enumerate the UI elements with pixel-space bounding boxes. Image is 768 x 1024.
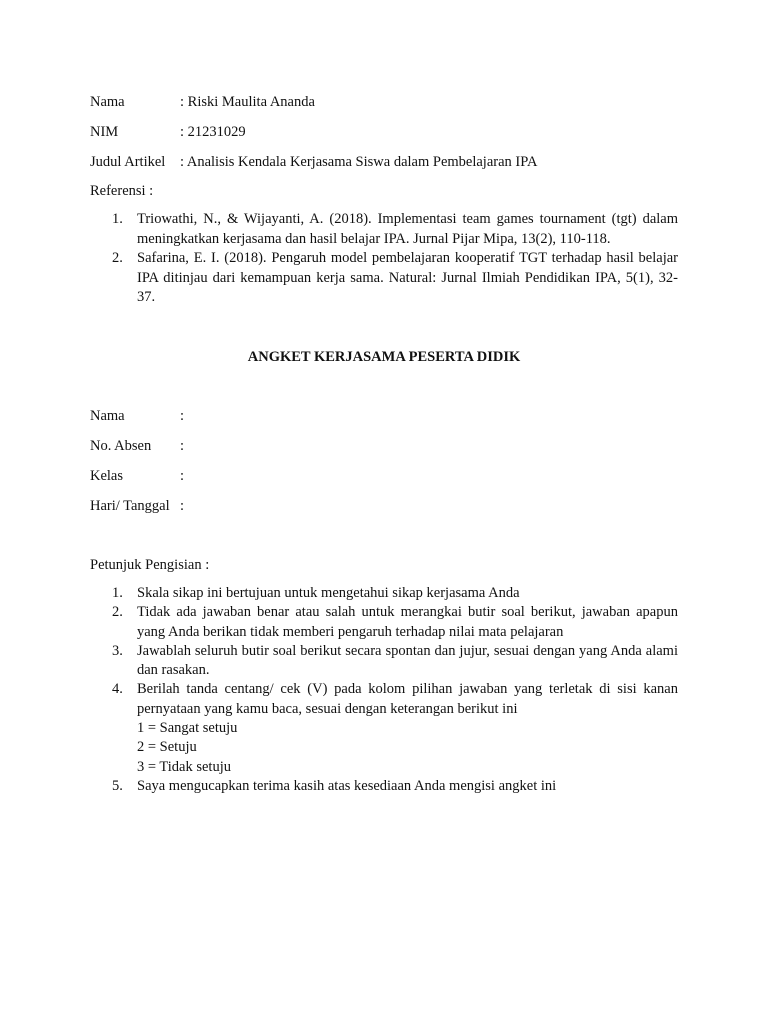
instruction-item <box>90 777 678 796</box>
header-nim-label: NIM <box>90 124 119 140</box>
referensi-label: Referensi : <box>90 183 154 199</box>
form-kelas-colon: : <box>180 468 185 484</box>
reference-number: 1. <box>112 211 123 227</box>
scale-option: 1 = Sangat setuju <box>137 720 238 737</box>
scale-option: 2 = Setuju <box>137 739 197 756</box>
reference-text: Safarina, E. I. (2018). Pengaruh model pembelajaran kooperatif TGT terhadap hasil belajar IPA ditinjau dari kemampuan kerja sama. Natural: Jurnal Ilmiah Pendidikan IPA, 5(1), 32-37. <box>137 250 678 305</box>
instructions-heading: Petunjuk Pengisian : <box>90 557 210 573</box>
instruction-number: 5. <box>112 777 123 794</box>
instruction-number: 2. <box>112 604 123 621</box>
form-nama-label: Nama <box>90 408 125 424</box>
instruction-number: 3. <box>112 642 123 659</box>
reference-text: Triowathi, N., & Wijayanti, A. (2018). Implementasi team games tournament (tgt) dalam meningkatkan kerjasama dan hasil belajar IPA. Jurnal Pijar Mipa, 13(2), 110-118. <box>137 211 678 247</box>
form-nama-colon: : <box>180 408 185 424</box>
form-kelas-label: Kelas <box>90 468 124 484</box>
instruction-number: 1. <box>112 585 123 601</box>
header-nim-value: : 21231029 <box>180 124 246 140</box>
reference-item <box>90 249 678 308</box>
instruction-item <box>90 603 678 642</box>
instruction-list <box>90 584 678 796</box>
header-judul-label: Judul Artikel <box>90 154 166 170</box>
instruction-text: Berilah tanda centang/ cek (V) pada kolom pilihan jawaban yang terletak di sisi kanan pernyataan yang kamu baca, sesuai dengan keterangan berikut ini <box>137 681 678 717</box>
header-nama-label: Nama <box>90 94 125 110</box>
instruction-item <box>90 680 678 776</box>
reference-item <box>90 210 678 249</box>
form-tanggal-label: Hari/ Tanggal <box>90 498 170 514</box>
instruction-item <box>90 584 678 603</box>
document-title: ANGKET KERJASAMA PESERTA DIDIK <box>247 349 521 365</box>
instruction-text: Saya mengucapkan terima kasih atas kesediaan Anda mengisi angket ini <box>137 777 557 794</box>
header-nama-value: : Riski Maulita Ananda <box>180 94 315 110</box>
form-absen-colon: : <box>180 438 185 454</box>
instruction-number: 4. <box>112 681 123 698</box>
form-tanggal-colon: : <box>180 498 185 514</box>
reference-list <box>90 210 678 308</box>
instruction-item <box>90 642 678 681</box>
header-judul-value: : Analisis Kendala Kerjasama Siswa dalam Pembelajaran IPA <box>180 154 538 170</box>
instruction-text: Jawablah seluruh butir soal berikut secara spontan dan jujur, sesuai dengan yang Anda alami dan rasakan. <box>137 642 678 679</box>
scale-option: 3 = Tidak setuju <box>137 758 231 775</box>
reference-number: 2. <box>112 250 123 266</box>
form-absen-label: No. Absen <box>90 438 152 454</box>
instruction-text: Tidak ada jawaban benar atau salah untuk merangkai butir soal berikut, jawaban apapun yang Anda berikan tidak memberi pengaruh terhadap nilai mata pelajaran <box>137 604 678 640</box>
instruction-text: Skala sikap ini bertujuan untuk mengetahui sikap kerjasama Anda <box>137 585 520 601</box>
